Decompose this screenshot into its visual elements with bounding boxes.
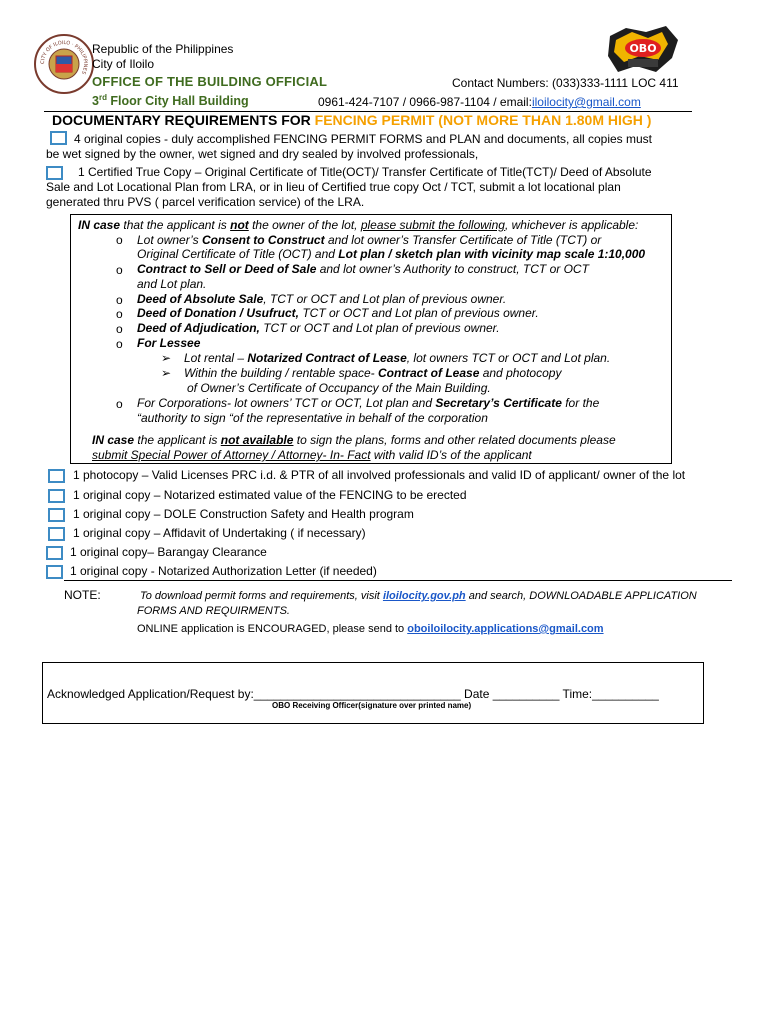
req1-line2: be wet signed by the owner, wet signed and dry sealed by involved professionals, [46,147,479,161]
req2-line2: Sale and Lot Locational Plan from LRA, or in lieu of Certified true copy Oct / TCT, submit a lot locational plan [46,180,621,194]
req1-line1: 4 original copies - duly accomplished FENCING PERMIT FORMS and PLAN and documents, all copies must [74,132,653,146]
req2-line3: generated thru PVS ( parcel verification service) of the LRA. [46,195,365,209]
page-title: DOCUMENTARY REQUIREMENTS FOR FENCING PERMIT (NOT MORE THAN 1.80M HIGH ) [52,112,652,128]
box-item-contract-sell-cont: and Lot plan. [137,277,207,291]
contact-numbers: Contact Numbers: (033)333-1111 LOC 411 [452,76,679,90]
box-sub-rentable: Within the building / rentable space- Contract of Lease and photocopy [184,366,562,380]
box-item-corporations: For Corporations- lot owners’ TCT or OCT, Lot plan and Secretary’s Certificate for the [137,396,600,410]
obo-logo-text: OBO [629,42,657,55]
bullet-6: o [116,337,123,351]
req4-text: 1 original copy – Notarized estimated value of the FENCING to be erected [73,488,467,502]
box-item-deed-sale: Deed of Absolute Sale, TCT or OCT and Lot plan of previous owner. [137,292,507,306]
office-title: OFFICE OF THE BUILDING OFFICIAL [92,74,328,89]
req8-checkbox[interactable] [46,565,63,579]
arrow-1: ➢ [161,351,172,365]
bullet-1: o [116,233,123,247]
box-item-consent: Lot owner’s Consent to Construct and lot owner’s Transfer Certificate of Title (TCT) or [137,233,602,247]
note-line2: FORMS AND REQUIRMENTS. [137,605,290,617]
box-sub-rentable-cont: of Owner’s Certificate of Occupancy of the Main Building. [187,381,491,395]
bullet-4: o [116,307,123,321]
box-item-contract-sell: Contract to Sell or Deed of Sale and lot owner’s Authority to construct, TCT or OCT [137,262,589,276]
note-line1: To download permit forms and requirements, visit iloilocity.gov.ph and search, DOWNLOADABLE APPLICATION [140,590,697,602]
req6-checkbox[interactable] [48,527,65,541]
obo-logo [606,26,680,76]
mobile-email-line: 0961-424-7107 / 0966-987-1104 / email:iloilocity@gmail.com [318,95,641,109]
box-item-consent-cont: Original Certificate of Title (OCT) and Lot plan / sketch plan with vicinity map scale 1:10,000 [137,247,646,261]
req5-checkbox[interactable] [48,508,65,522]
note-line3: ONLINE application is ENCOURAGED, please send to oboiloilocity.applications@gmail.com [137,623,604,635]
box-item-corporations-cont: “authority to sign “of the representative in behalf of the corporation [137,411,488,425]
applications-email-link[interactable]: oboiloilocity.applications@gmail.com [407,623,604,635]
box-not-available: IN case the applicant is not available to sign the plans, forms and other related documents please [92,433,616,447]
req7-text: 1 original copy– Barangay Clearance [70,545,267,559]
box-item-deed-adjudication: Deed of Adjudication, TCT or OCT and Lot plan of previous owner. [137,321,500,335]
box-item-deed-donation: Deed of Donation / Usufruct, TCT or OCT and Lot plan of previous owner. [137,306,539,320]
requirements-divider [64,580,732,581]
city-text: City of Iloilo [92,57,155,71]
box-intro: IN case that the applicant is not the owner of the lot, please submit the following, whichever is applicable: [78,218,639,232]
email-link[interactable]: iloilocity@gmail.com [531,95,641,109]
box-sub-lot-rental: Lot rental – Notarized Contract of Lease, lot owners TCT or OCT and Lot plan. [184,351,611,365]
req5-text: 1 original copy – DOLE Construction Safety and Health program [73,507,414,521]
arrow-2: ➢ [161,366,172,380]
box-item-lessee: For Lessee [137,336,201,350]
receiving-officer-caption: OBO Receiving Officer(signature over printed name) [272,701,472,710]
req8-text: 1 original copy - Notarized Authorization Letter (if needed) [70,564,377,578]
note-label: NOTE: [64,588,101,602]
req6-text: 1 original copy – Affidavit of Undertaking ( if necessary) [73,526,366,540]
acknowledgement-line[interactable]: Acknowledged Application/Request by:_______________________________ Date __________ Time:__________ [47,687,659,701]
bullet-3: o [116,293,123,307]
floor-text: 3rd Floor City Hall Building [92,93,249,109]
req2-line1: 1 Certified True Copy – Original Certificate of Title(OCT)/ Transfer Certificate of Title(TCT)/ Deed of Absolute [78,165,652,179]
seal-text: CITY OF ILOILO · PHILIPPINES [39,39,89,75]
website-link[interactable]: iloilocity.gov.ph [382,590,466,602]
req2-checkbox[interactable] [46,166,63,180]
req4-checkbox[interactable] [48,489,65,503]
republic-text: Republic of the Philippines [92,42,234,56]
req3-text: 1 photocopy – Valid Licenses PRC i.d. & PTR of all involved professionals and valid ID of applicant/ owner of the lot [73,468,686,482]
req7-checkbox[interactable] [46,546,63,560]
bullet-2: o [116,263,123,277]
req3-checkbox[interactable] [48,469,65,483]
city-seal-logo [34,34,94,94]
req1-checkbox[interactable] [50,131,67,145]
bullet-5: o [116,322,123,336]
box-not-available-cont: submit Special Power of Attorney / Attorney- In- Fact with valid ID’s of the applicant [92,448,532,462]
bullet-7: o [116,397,123,411]
